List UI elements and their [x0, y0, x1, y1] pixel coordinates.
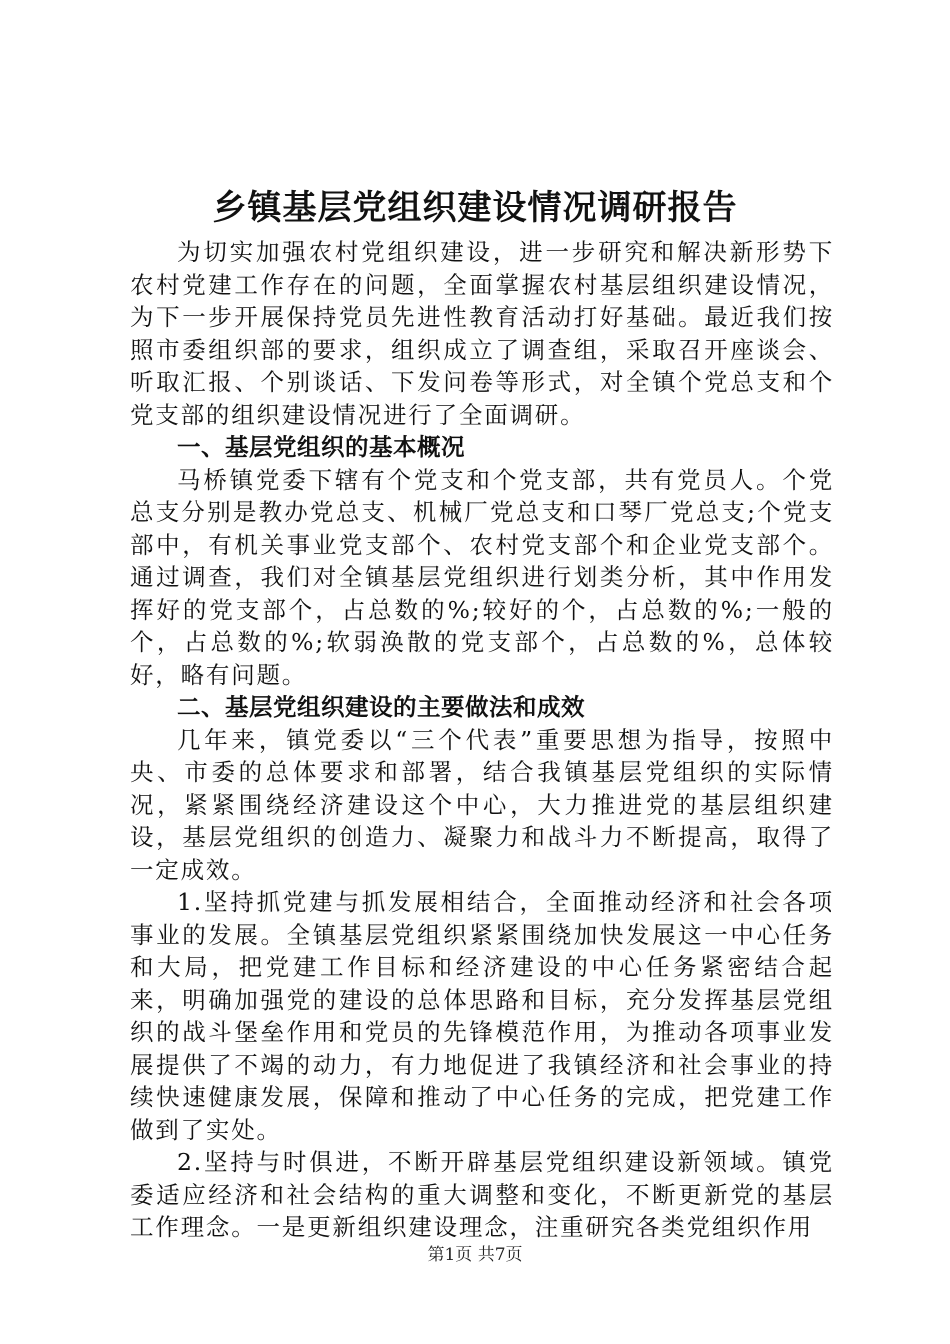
section-heading-2: 二、基层党组织建设的主要做法和成效	[177, 693, 585, 721]
item-1-paragraph: 1.坚持抓党建与抓发展相结合，全面推动经济和社会各项事业的发展。全镇基层党组织紧紧围绕加快发展这一中心任务和大局，把党建工作目标和经济建设的中心任务紧密结合起来，明确加强党的建设的总体思路和目标，充分发挥基层党组织的战斗堡垒作用和党员的先锋模范作用，为推动各项事业发展提供了不竭的动力，有力地促进了我镇经济和社会事业的持续快速健康发展，保障和推动了中心任务的完成，把党建工作做到了实处。	[130, 888, 834, 1144]
section-2-paragraph: 几年来，镇党委以“三个代表”重要思想为指导，按照中央、市委的总体要求和部署，结合我镇基层党组织的实际情况，紧紧围绕经济建设这个中心，大力推进党的基层组织建设，基层党组织的创造力、凝聚力和战斗力不断提高，取得了一定成效。	[130, 725, 834, 884]
item-2-paragraph: 2.坚持与时俱进，不断开辟基层党组织建设新领域。镇党委适应经济和社会结构的重大调整和变化，不断更新党的基层工作理念。一是更新组织建设理念，注重研究各类党组织作用	[130, 1148, 834, 1241]
intro-paragraph: 为切实加强农村党组织建设，进一步研究和解决新形势下农村党建工作存在的问题，全面掌握农村基层组织建设情况，为下一步开展保持党员先进性教育活动打好基础。最近我们按照市委组织部的要求，组织成立了调查组，采取召开座谈会、听取汇报、个别谈话、下发问卷等形式，对全镇个党总支和个党支部的组织建设情况进行了全面调研。	[130, 238, 834, 429]
section-heading-1: 一、基层党组织的基本概况	[177, 433, 465, 461]
document-body	[130, 236, 834, 1244]
page-footer: 第1页 共7页	[427, 1245, 523, 1265]
document-title: 乡镇基层党组织建设情况调研报告	[212, 188, 738, 228]
section-1-paragraph: 马桥镇党委下辖有个党支和个党支部，共有党员人。个党总支分别是教办党总支、机械厂党总支和口琴厂党总支;个党支部中，有机关事业党支部个、农村党支部个和企业党支部个。通过调查，我们对全镇基层党组织进行划类分析，其中作用发挥好的党支部个，占总数的%;较好的个，占总数的%;一般的个，占总数的%;软弱涣散的党支部个，占总数的%，总体较好，略有问题。	[130, 465, 834, 689]
